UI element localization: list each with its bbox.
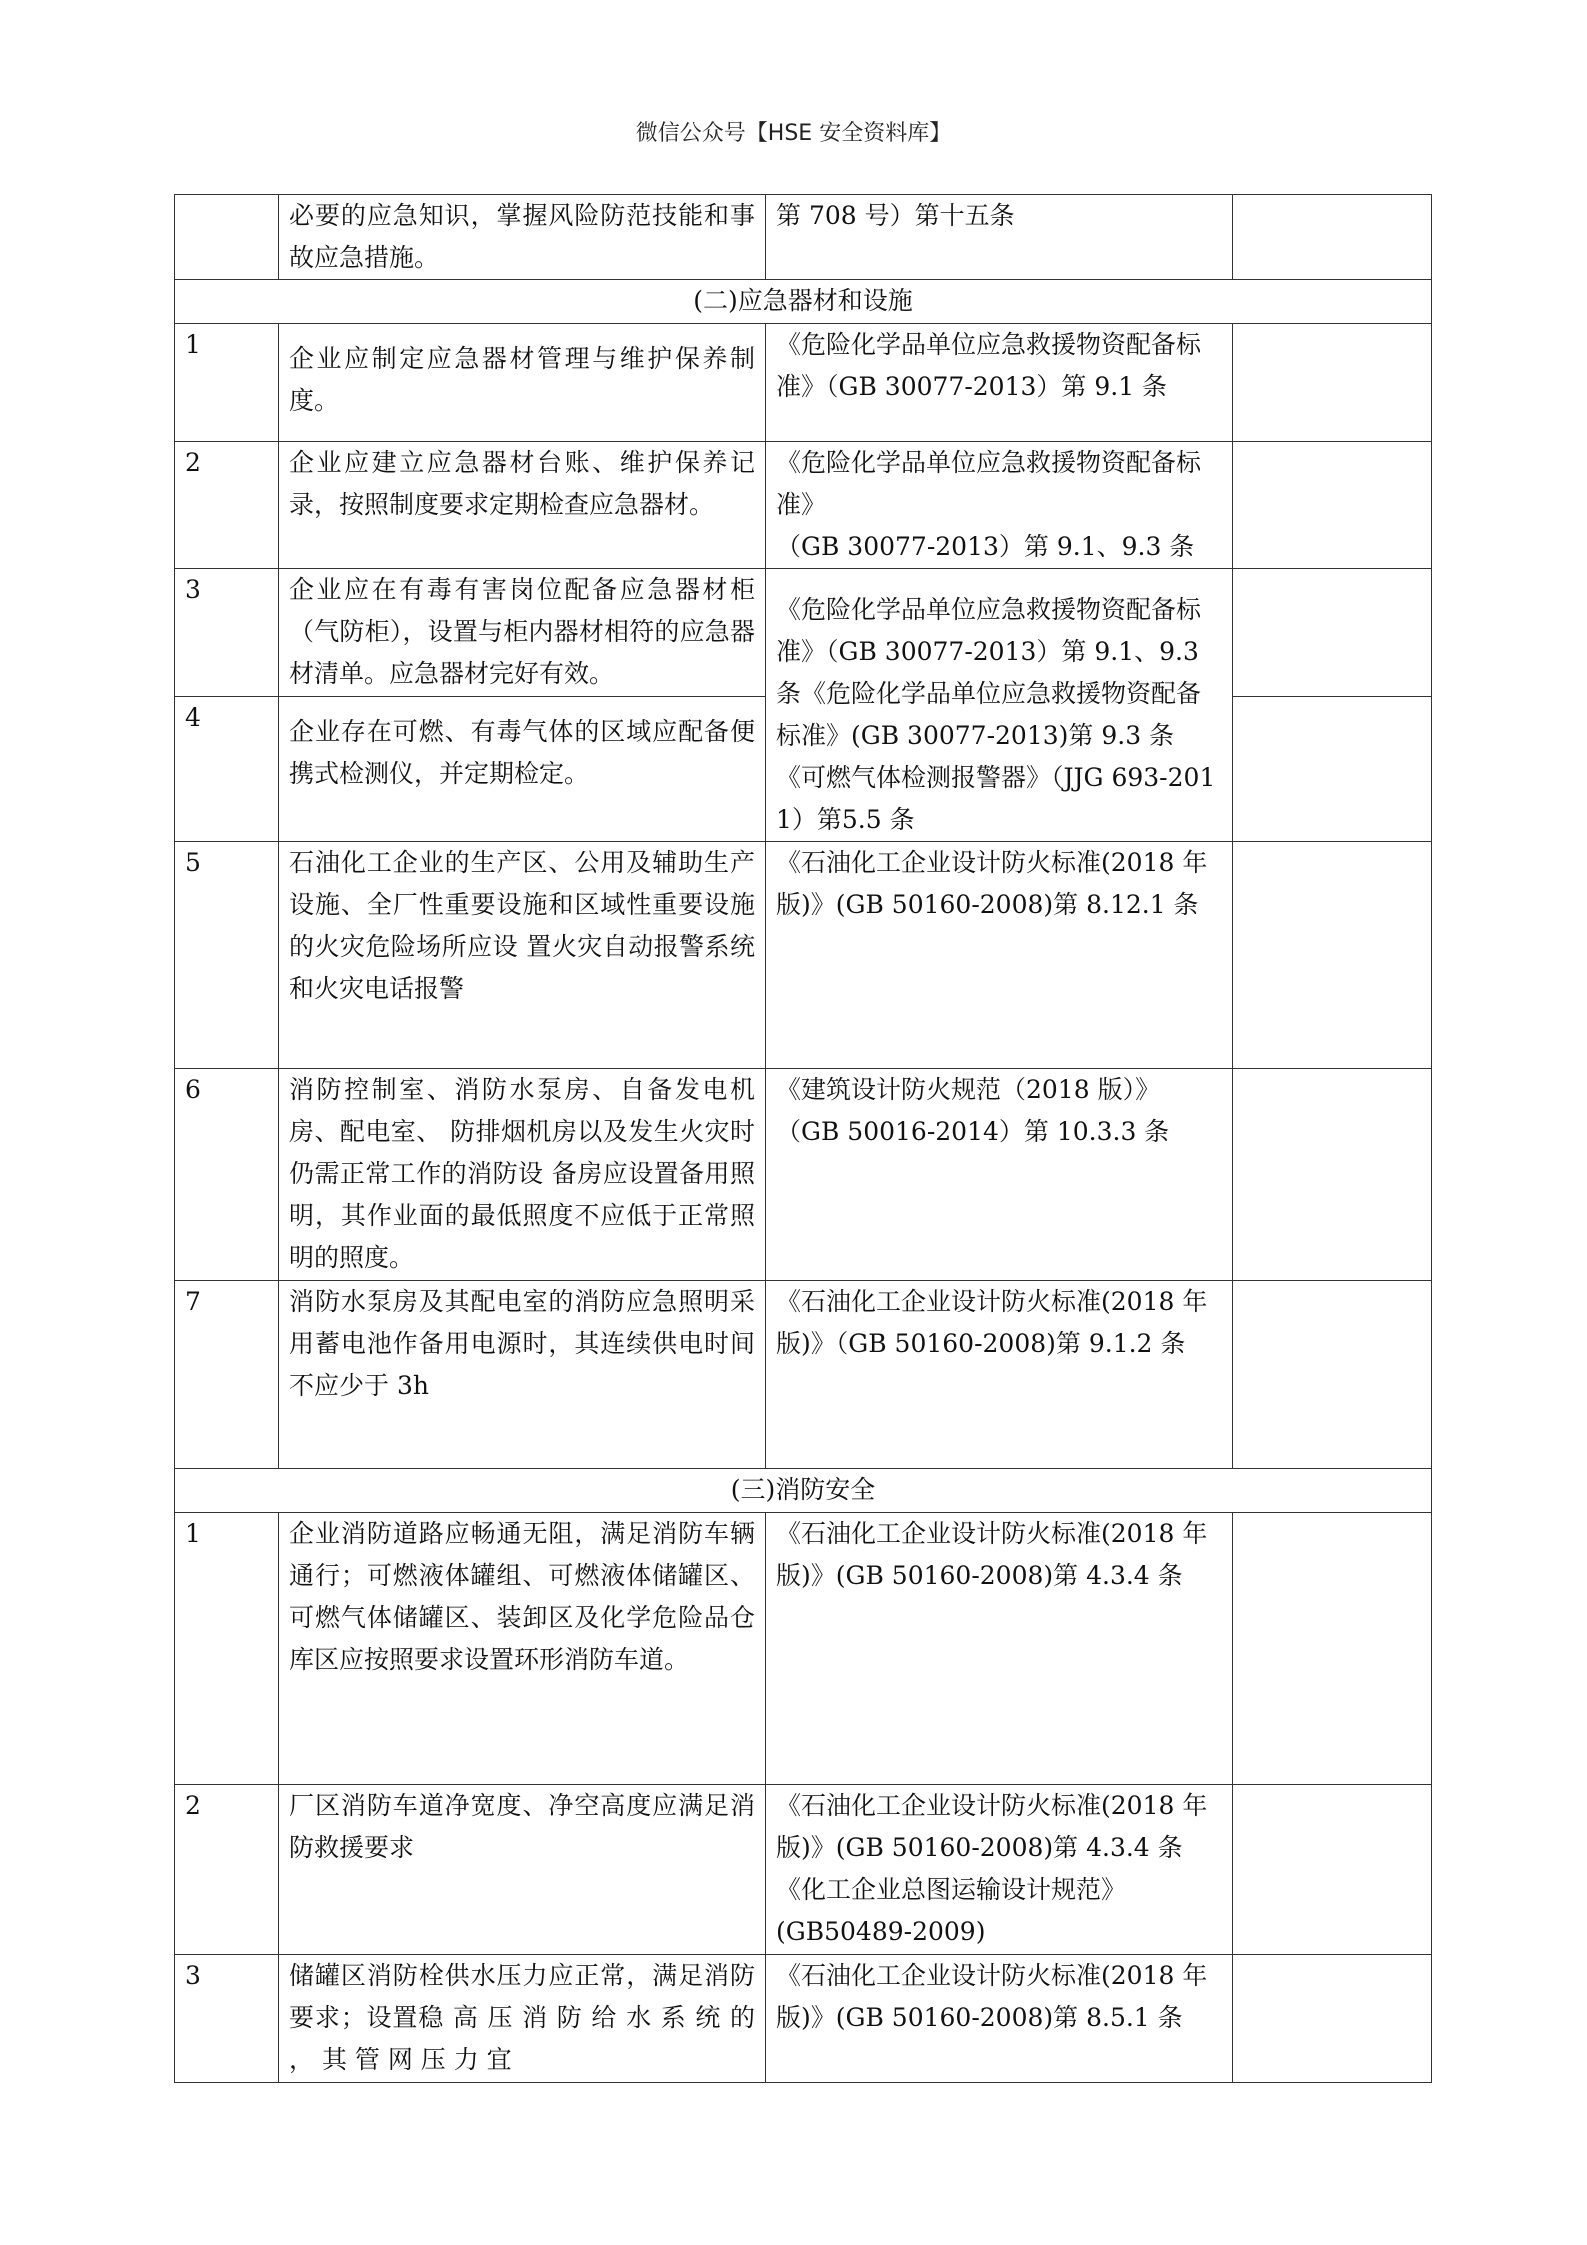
item-number-cell: 2 bbox=[175, 1785, 279, 1955]
remark-cell bbox=[1233, 1955, 1432, 2083]
table-row bbox=[175, 842, 1432, 1069]
basis-cell: 《石油化工企业设计防火标准(2018 年版)》（GB 50160-2008)第 9.1.2 条 bbox=[766, 1281, 1233, 1469]
requirement-cell: 消防水泵房及其配电室的消防应急照明采用蓄电池作备用电源时，其连续供电时间不应少于 3h bbox=[279, 1281, 766, 1469]
table-row bbox=[175, 569, 1432, 697]
requirement-cell: 企业存在可燃、有毒气体的区域应配备便携式检测仪，并定期检定。 bbox=[279, 697, 766, 842]
item-number-cell: 1 bbox=[175, 1513, 279, 1785]
table-row bbox=[175, 1513, 1432, 1785]
item-number-cell bbox=[175, 195, 279, 280]
section-title: (二)应急器材和设施 bbox=[175, 280, 1432, 324]
basis-cell: 《石油化工企业设计防火标准(2018 年版)》(GB 50160-2008)第 4.3.4 条 bbox=[766, 1513, 1233, 1785]
requirement-cell: 企业应建立应急器材台账、维护保养记录，按照制度要求定期检查应急器材。 bbox=[279, 442, 766, 569]
remark-cell bbox=[1233, 195, 1432, 280]
section-row bbox=[175, 1469, 1432, 1513]
requirement-cell: 石油化工企业的生产区、公用及辅助生产设施、全厂性重要设施和区域性重要设施的火灾危险场所应设 置火灾自动报警系统和火灾电话报警 bbox=[279, 842, 766, 1069]
basis-cell: 《石油化工企业设计防火标准(2018 年版)》(GB 50160-2008)第 8.5.1 条 bbox=[766, 1955, 1233, 2083]
remark-cell bbox=[1233, 1513, 1432, 1785]
item-number-cell: 6 bbox=[175, 1069, 279, 1281]
page-header: 微信公众号【HSE 安全资料库】 bbox=[635, 121, 952, 146]
remark-cell bbox=[1233, 1785, 1432, 1955]
item-number-cell: 3 bbox=[175, 569, 279, 697]
requirement-cell: 储罐区消防栓供水压力应正常，满足消防要求；设置稳 高 压 消 防 给 水 系 统 的 ， 其 管 网 压 力 宜 bbox=[279, 1955, 766, 2083]
remark-cell bbox=[1233, 1281, 1432, 1469]
basis-cell: 《建筑设计防火规范（2018 版）》 （GB 50016-2014）第 10.3.3 条 bbox=[766, 1069, 1233, 1281]
requirement-cell: 企业消防道路应畅通无阻，满足消防车辆通行；可燃液体罐组、可燃液体储罐区、可燃气体储罐区、装卸区及化学危险品仓库区应按照要求设置环形消防车道。 bbox=[279, 1513, 766, 1785]
table-row bbox=[175, 1069, 1432, 1281]
remark-cell bbox=[1233, 697, 1432, 842]
table-row bbox=[175, 1785, 1432, 1955]
remark-cell bbox=[1233, 569, 1432, 697]
checklist-table-body bbox=[175, 195, 1432, 2083]
item-number-cell: 1 bbox=[175, 324, 279, 442]
requirement-cell: 消防控制室、消防水泵房、自备发电机房、配电室、 防排烟机房以及发生火灾时仍需正常工作的消防设 备房应设置备用照明，其作业面的最低照度不应低于正常照明的照度。 bbox=[279, 1069, 766, 1281]
checklist-table bbox=[174, 194, 1432, 2083]
item-number-cell: 4 bbox=[175, 697, 279, 842]
table-row bbox=[175, 1281, 1432, 1469]
basis-cell: 《危险化学品单位应急救援物资配备标准》 （GB 30077-2013）第 9.1、9.3 条 bbox=[766, 442, 1233, 569]
table-row bbox=[175, 1955, 1432, 2083]
section-title: (三)消防安全 bbox=[175, 1469, 1432, 1513]
table-row bbox=[175, 324, 1432, 442]
item-number-cell: 7 bbox=[175, 1281, 279, 1469]
basis-cell: 《危险化学品单位应急救援物资配备标准》（GB 30077-2013）第 9.1、9.3 条《危险化学品单位应急救援物资配备标准》(GB 30077-2013)第 9.3 条《可燃气体检测报警器》（JJG 693-2011）第5.5 条 bbox=[766, 569, 1233, 842]
item-number-cell: 2 bbox=[175, 442, 279, 569]
basis-cell: 《石油化工企业设计防火标准(2018 年版)》(GB 50160-2008)第 4.3.4 条《化工企业总图运输设计规范》 (GB50489-2009) bbox=[766, 1785, 1233, 1955]
requirement-cell: 必要的应急知识，掌握风险防范技能和事故应急措施。 bbox=[279, 195, 766, 280]
basis-cell: 第 708 号）第十五条 bbox=[766, 195, 1233, 280]
section-row bbox=[175, 280, 1432, 324]
remark-cell bbox=[1233, 842, 1432, 1069]
requirement-cell: 企业应制定应急器材管理与维护保养制度。 bbox=[279, 324, 766, 442]
basis-cell: 《石油化工企业设计防火标准(2018 年版)》(GB 50160-2008)第 8.12.1 条 bbox=[766, 842, 1233, 1069]
remark-cell bbox=[1233, 1069, 1432, 1281]
table-row bbox=[175, 442, 1432, 569]
remark-cell bbox=[1233, 442, 1432, 569]
basis-cell: 《危险化学品单位应急救援物资配备标准》（GB 30077-2013）第 9.1 条 bbox=[766, 324, 1233, 442]
requirement-cell: 企业应在有毒有害岗位配备应急器材柜（气防柜），设置与柜内器材相符的应急器材清单。应急器材完好有效。 bbox=[279, 569, 766, 697]
remark-cell bbox=[1233, 324, 1432, 442]
item-number-cell: 3 bbox=[175, 1955, 279, 2083]
table-row bbox=[175, 195, 1432, 280]
item-number-cell: 5 bbox=[175, 842, 279, 1069]
requirement-cell: 厂区消防车道净宽度、净空高度应满足消防救援要求 bbox=[279, 1785, 766, 1955]
